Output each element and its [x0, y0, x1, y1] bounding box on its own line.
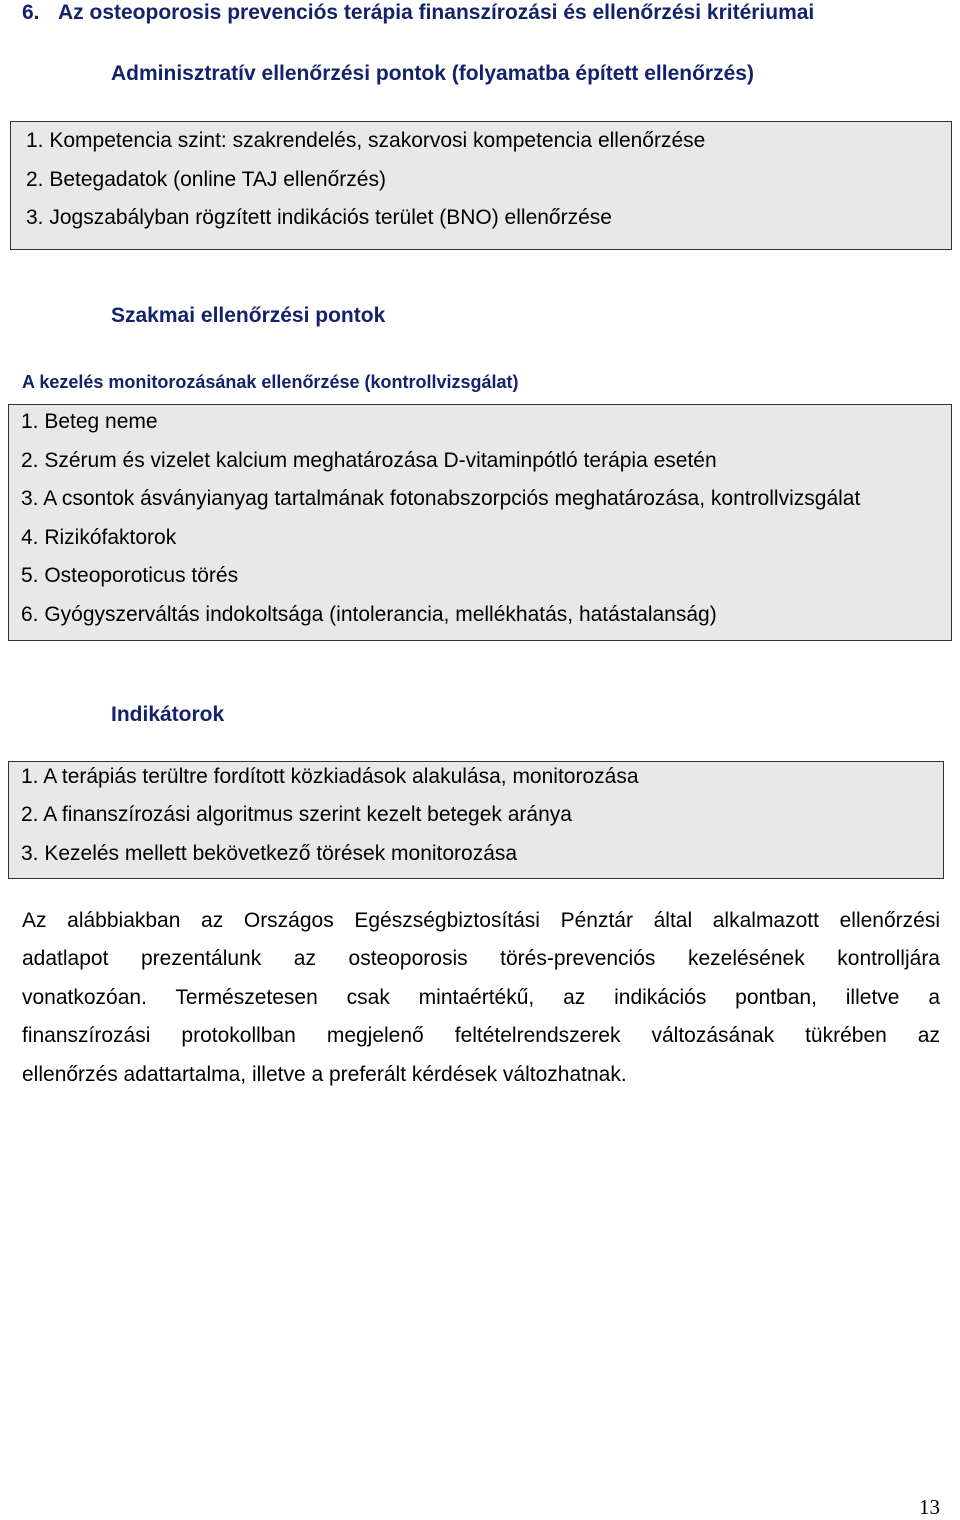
- section-title: Az osteoporosis prevenciós terápia finanszírozási és ellenőrzési kritériumai: [58, 1, 815, 24]
- professional-item: 4. Rizikófaktorok: [21, 526, 177, 549]
- professional-item: 3. A csontok ásványianyag tartalmának fotonabszorpciós meghatározása, kontrollvizsgálat: [21, 487, 861, 510]
- section-heading: [22, 0, 814, 26]
- paragraph-line: vonatkozóan. Természetesen csak mintaértékű, az indikációs pontban, illetve a: [22, 986, 940, 1009]
- indicator-item: 3. Kezelés mellett bekövetkező törések monitorozása: [21, 842, 518, 865]
- professional-heading: Szakmai ellenőrzési pontok: [111, 304, 386, 327]
- admin-heading: Adminisztratív ellenőrzési pontok (folyamatba épített ellenőrzés): [111, 62, 754, 85]
- indicator-item: 1. A terápiás terültre fordított közkiadások alakulása, monitorozása: [21, 765, 639, 788]
- indicators-heading: Indikátorok: [111, 703, 225, 726]
- paragraph-line: Az alábbiakban az Országos Egészségbiztosítási Pénztár által alkalmazott ellenőrzési: [22, 909, 940, 932]
- paragraph-line: finanszírozási protokollban megjelenő feltételrendszerek változásának tükrében az: [22, 1024, 940, 1047]
- admin-item: 3. Jogszabályban rögzített indikációs terület (BNO) ellenőrzése: [26, 206, 612, 229]
- paragraph-line: ellenőrzés adattartalma, illetve a preferált kérdések változhatnak.: [22, 1063, 627, 1086]
- professional-item: 6. Gyógyszerváltás indokoltsága (intolerancia, mellékhatás, hatástalanság): [21, 603, 717, 626]
- paragraph-line: adatlapot prezentálunk az osteoporosis törés-prevenciós kezelésének kontrolljára: [22, 947, 940, 970]
- indicator-item: 2. A finanszírozási algoritmus szerint kezelt betegek aránya: [21, 803, 572, 826]
- admin-item: 1. Kompetencia szint: szakrendelés, szakorvosi kompetencia ellenőrzése: [26, 129, 706, 152]
- professional-item: 1. Beteg neme: [21, 410, 158, 433]
- professional-item: 5. Osteoporoticus törés: [21, 564, 239, 587]
- professional-subheading: A kezelés monitorozásának ellenőrzése (kontrollvizsgálat): [22, 372, 519, 392]
- indicators-box: [8, 761, 944, 879]
- page-number: 13: [919, 1495, 940, 1519]
- admin-item: 2. Betegadatok (online TAJ ellenőrzés): [26, 168, 386, 191]
- admin-box: [10, 121, 952, 250]
- section-number: 6.: [22, 1, 40, 24]
- professional-item: 2. Szérum és vizelet kalcium meghatározása D-vitaminpótló terápia esetén: [21, 449, 717, 472]
- professional-box: [8, 404, 952, 641]
